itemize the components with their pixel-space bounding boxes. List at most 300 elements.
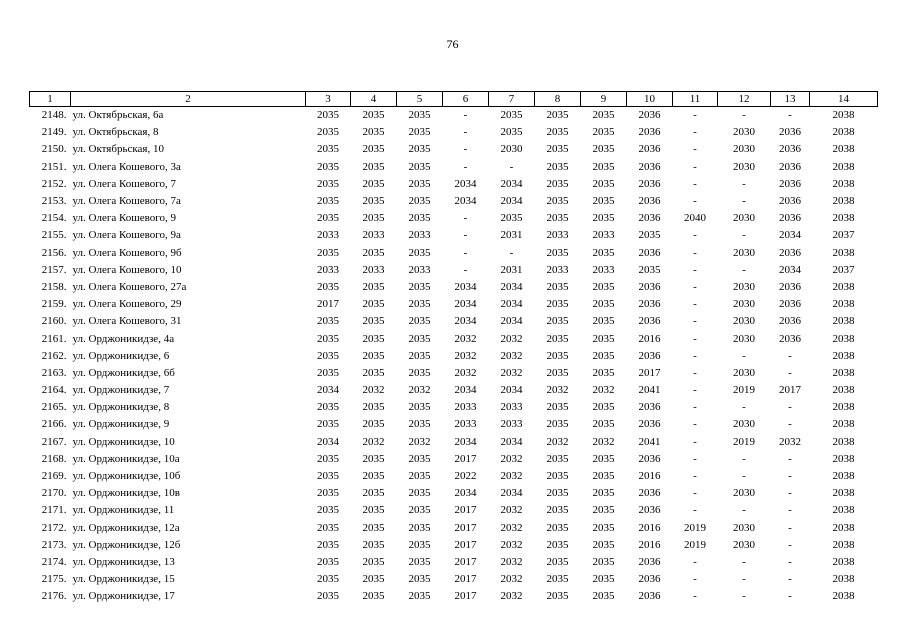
year-cell: 2033 <box>408 229 431 242</box>
year-cell: 2038 <box>832 555 855 568</box>
year-cell: 2035 <box>362 280 385 293</box>
year-cell: 2035 <box>362 349 385 362</box>
year-cell: 2034 <box>779 229 801 242</box>
row-number: 2155. <box>41 229 67 242</box>
year-cell: 2038 <box>832 195 855 208</box>
year-cell: 2035 <box>362 452 385 465</box>
year-cell: - <box>788 418 792 431</box>
table-row <box>30 262 878 279</box>
year-cell: 2036 <box>638 452 661 465</box>
table-row <box>30 382 878 399</box>
year-cell: 2035 <box>317 366 339 379</box>
year-cell: 2040 <box>684 212 706 225</box>
year-cell: 2035 <box>317 590 339 603</box>
year-cell: 2035 <box>592 280 615 293</box>
year-cell: 2035 <box>546 177 569 190</box>
year-cell: 2035 <box>408 487 431 500</box>
year-cell: 2035 <box>408 332 431 345</box>
year-cell: 2032 <box>362 435 385 448</box>
year-cell: 2034 <box>500 315 523 328</box>
year-cell: 2035 <box>592 315 615 328</box>
row-number: 2148. <box>41 109 67 122</box>
column-header: 13 <box>771 92 810 107</box>
year-cell: 2017 <box>454 573 477 586</box>
row-number: 2161. <box>41 332 67 345</box>
year-cell: 2030 <box>733 521 755 534</box>
address-cell: ул. Октябрьская, 8 <box>72 126 159 139</box>
address-cell: ул. Орджоникидзе, 15 <box>72 573 175 586</box>
row-number: 2159. <box>41 298 67 311</box>
table-row <box>30 468 878 485</box>
year-cell: 2036 <box>638 590 661 603</box>
year-cell: - <box>509 246 514 259</box>
table-row <box>30 502 878 519</box>
row-number: 2175. <box>41 573 67 586</box>
year-cell: 2030 <box>733 126 755 139</box>
year-cell: 2034 <box>454 384 477 397</box>
year-cell: 2035 <box>546 246 569 259</box>
year-cell: 2035 <box>408 366 431 379</box>
table-row <box>30 485 878 502</box>
row-number: 2152. <box>41 177 67 190</box>
year-cell: 2030 <box>733 280 755 293</box>
year-cell: 2035 <box>362 195 385 208</box>
table-row <box>30 416 878 433</box>
year-cell: - <box>788 504 792 517</box>
year-cell: 2035 <box>362 573 385 586</box>
row-number: 2170. <box>41 487 67 500</box>
year-cell: 2035 <box>408 470 431 483</box>
table-row <box>30 365 878 382</box>
year-cell: - <box>693 263 697 276</box>
year-cell: 2036 <box>638 212 661 225</box>
year-cell: 2037 <box>832 263 855 276</box>
year-cell: 2036 <box>638 555 661 568</box>
year-cell: 2035 <box>408 212 431 225</box>
year-cell: 2036 <box>638 195 661 208</box>
year-cell: 2035 <box>362 521 385 534</box>
year-cell: 2038 <box>832 160 855 173</box>
year-cell: 2035 <box>592 349 615 362</box>
year-cell: - <box>693 109 697 122</box>
year-cell: 2036 <box>638 280 661 293</box>
year-cell: 2035 <box>317 280 339 293</box>
year-cell: 2038 <box>832 470 855 483</box>
year-cell: 2038 <box>832 435 855 448</box>
year-cell: 2035 <box>546 487 569 500</box>
year-cell: 2032 <box>362 384 385 397</box>
year-cell: 2035 <box>317 487 339 500</box>
year-cell: 2038 <box>832 573 855 586</box>
year-cell: 2032 <box>500 504 523 517</box>
row-number: 2174. <box>41 555 67 568</box>
address-cell: ул. Олега Кошевого, 9б <box>72 246 182 259</box>
year-cell: 2035 <box>362 401 385 414</box>
year-cell: 2035 <box>592 555 615 568</box>
year-cell: 2038 <box>832 487 855 500</box>
row-number: 2154. <box>41 212 67 225</box>
address-cell: ул. Орджоникидзе, 11 <box>72 504 175 517</box>
table-row <box>30 520 878 537</box>
year-cell: 2017 <box>317 298 339 311</box>
year-cell: 2033 <box>546 263 569 276</box>
year-cell: 2035 <box>362 212 385 225</box>
year-cell: - <box>788 401 792 414</box>
year-cell: - <box>463 246 468 259</box>
year-cell: 2035 <box>408 521 431 534</box>
year-cell: - <box>693 229 697 242</box>
year-cell: 2035 <box>362 590 385 603</box>
year-cell: 2032 <box>500 538 523 551</box>
year-cell: 2035 <box>408 418 431 431</box>
year-cell: - <box>693 195 697 208</box>
column-header: 7 <box>489 92 535 107</box>
year-cell: - <box>788 487 792 500</box>
address-cell: ул. Олега Кошевого, 3а <box>72 160 181 173</box>
year-cell: 2035 <box>408 280 431 293</box>
year-cell: 2035 <box>362 126 385 139</box>
table-row <box>30 176 878 193</box>
year-cell: - <box>693 555 697 568</box>
table-row <box>30 537 878 554</box>
year-cell: 2034 <box>454 195 477 208</box>
year-cell: - <box>742 555 746 568</box>
year-cell: 2032 <box>500 555 523 568</box>
year-cell: 2035 <box>408 298 431 311</box>
table-row <box>30 451 878 468</box>
year-cell: - <box>693 504 697 517</box>
table-row <box>30 313 878 330</box>
year-cell: 2035 <box>317 504 339 517</box>
year-cell: 2035 <box>317 470 339 483</box>
year-cell: 2035 <box>317 573 339 586</box>
year-cell: 2038 <box>832 504 855 517</box>
column-header: 14 <box>810 92 878 107</box>
year-cell: - <box>693 418 697 431</box>
year-cell: 2035 <box>592 109 615 122</box>
row-number: 2176. <box>41 590 67 603</box>
year-cell: 2036 <box>779 246 801 259</box>
row-number: 2167. <box>41 435 67 448</box>
year-cell: 2041 <box>638 384 661 397</box>
year-cell: 2032 <box>546 435 569 448</box>
row-number: 2150. <box>41 143 67 156</box>
address-cell: ул. Орджоникидзе, 12а <box>72 521 180 534</box>
year-cell: 2035 <box>592 538 615 551</box>
year-cell: 2034 <box>779 263 801 276</box>
address-cell: ул. Орджоникидзе, 6б <box>72 366 175 379</box>
year-cell: 2035 <box>362 177 385 190</box>
year-cell: - <box>509 160 514 173</box>
year-cell: 2035 <box>362 555 385 568</box>
year-cell: 2022 <box>454 470 477 483</box>
year-cell: 2035 <box>592 504 615 517</box>
year-cell: 2035 <box>592 332 615 345</box>
year-cell: - <box>742 504 746 517</box>
year-cell: 2032 <box>500 470 523 483</box>
year-cell: - <box>693 487 697 500</box>
year-cell: 2038 <box>832 452 855 465</box>
year-cell: 2035 <box>362 332 385 345</box>
year-cell: 2033 <box>408 263 431 276</box>
year-cell: - <box>693 143 697 156</box>
year-cell: - <box>742 573 746 586</box>
year-cell: - <box>742 177 746 190</box>
year-cell: 2032 <box>592 435 615 448</box>
year-cell: 2036 <box>779 212 801 225</box>
table-row <box>30 434 878 451</box>
schedule-table <box>29 91 878 605</box>
year-cell: 2030 <box>733 332 755 345</box>
row-number: 2153. <box>41 195 67 208</box>
year-cell: 2017 <box>454 521 477 534</box>
row-number: 2158. <box>41 280 67 293</box>
address-cell: ул. Октябрьская, 6а <box>72 109 164 122</box>
year-cell: 2019 <box>733 435 755 448</box>
row-number: 2156. <box>41 246 67 259</box>
table-row <box>30 124 878 141</box>
column-header: 2 <box>71 92 306 107</box>
year-cell: 2035 <box>546 573 569 586</box>
address-cell: ул. Орджоникидзе, 10в <box>72 487 180 500</box>
year-cell: 2035 <box>592 418 615 431</box>
year-cell: - <box>742 109 746 122</box>
year-cell: 2034 <box>500 487 523 500</box>
year-cell: 2038 <box>832 401 855 414</box>
year-cell: 2035 <box>592 195 615 208</box>
year-cell: - <box>788 349 792 362</box>
year-cell: 2035 <box>317 160 339 173</box>
year-cell: 2035 <box>362 504 385 517</box>
year-cell: 2034 <box>500 177 523 190</box>
address-cell: ул. Орджоникидзе, 12б <box>72 538 181 551</box>
year-cell: - <box>693 452 697 465</box>
year-cell: 2035 <box>408 590 431 603</box>
year-cell: - <box>693 470 697 483</box>
year-cell: 2036 <box>638 487 661 500</box>
column-header: 11 <box>673 92 718 107</box>
table-row <box>30 348 878 365</box>
year-cell: 2035 <box>408 109 431 122</box>
year-cell: 2035 <box>592 487 615 500</box>
year-cell: 2035 <box>362 246 385 259</box>
year-cell: 2034 <box>500 280 523 293</box>
year-cell: 2035 <box>408 315 431 328</box>
year-cell: 2038 <box>832 590 855 603</box>
year-cell: 2033 <box>592 229 615 242</box>
address-cell: ул. Олега Кошевого, 31 <box>72 315 182 328</box>
address-cell: ул. Орджоникидзе, 10а <box>72 452 180 465</box>
year-cell: - <box>693 160 697 173</box>
year-cell: 2032 <box>500 590 523 603</box>
year-cell: 2036 <box>779 160 801 173</box>
row-number: 2164. <box>41 384 67 397</box>
address-cell: ул. Олега Кошевого, 27а <box>72 280 187 293</box>
year-cell: 2017 <box>454 504 477 517</box>
year-cell: - <box>788 590 792 603</box>
year-cell: 2030 <box>733 246 755 259</box>
year-cell: 2038 <box>832 109 855 122</box>
year-cell: 2017 <box>454 538 477 551</box>
year-cell: 2038 <box>832 366 855 379</box>
row-number: 2173. <box>41 538 67 551</box>
table-row <box>30 245 878 262</box>
year-cell: 2031 <box>500 229 523 242</box>
table-row <box>30 193 878 210</box>
year-cell: 2038 <box>832 384 855 397</box>
address-cell: ул. Орджоникидзе, 7 <box>72 384 170 397</box>
year-cell: 2034 <box>500 298 523 311</box>
year-cell: 2035 <box>546 315 569 328</box>
year-cell: - <box>693 177 697 190</box>
year-cell: - <box>742 195 746 208</box>
year-cell: 2038 <box>832 126 855 139</box>
year-cell: - <box>742 229 746 242</box>
year-cell: - <box>742 470 746 483</box>
year-cell: 2036 <box>638 349 661 362</box>
year-cell: 2033 <box>317 263 339 276</box>
year-cell: - <box>742 590 746 603</box>
address-cell: ул. Орджоникидзе, 9 <box>72 418 170 431</box>
year-cell: 2032 <box>408 435 431 448</box>
year-cell: 2030 <box>733 315 755 328</box>
year-cell: 2032 <box>779 435 801 448</box>
year-cell: 2033 <box>317 229 339 242</box>
year-cell: 2035 <box>546 298 569 311</box>
year-cell: 2035 <box>546 521 569 534</box>
year-cell: 2016 <box>638 521 661 534</box>
row-number: 2151. <box>41 160 67 173</box>
year-cell: 2035 <box>408 573 431 586</box>
table-row <box>30 227 878 244</box>
year-cell: - <box>463 263 468 276</box>
year-cell: - <box>742 263 746 276</box>
year-cell: 2017 <box>454 590 477 603</box>
year-cell: 2016 <box>638 538 661 551</box>
year-cell: - <box>463 143 468 156</box>
year-cell: - <box>463 160 468 173</box>
year-cell: 2035 <box>546 538 569 551</box>
table-row <box>30 210 878 227</box>
year-cell: 2035 <box>546 452 569 465</box>
page-number: 76 <box>446 37 459 51</box>
table-row <box>30 571 878 588</box>
year-cell: 2036 <box>779 280 801 293</box>
year-cell: 2036 <box>638 315 661 328</box>
year-cell: 2036 <box>779 143 801 156</box>
year-cell: 2038 <box>832 521 855 534</box>
address-cell: ул. Орджоникидзе, 17 <box>72 590 175 603</box>
year-cell: 2035 <box>317 418 339 431</box>
year-cell: 2030 <box>733 160 755 173</box>
year-cell: 2035 <box>500 212 523 225</box>
year-cell: 2036 <box>638 177 661 190</box>
column-header: 12 <box>718 92 771 107</box>
year-cell: 2035 <box>592 160 615 173</box>
year-cell: 2035 <box>546 504 569 517</box>
year-cell: 2036 <box>638 143 661 156</box>
year-cell: 2017 <box>454 555 477 568</box>
year-cell: 2037 <box>832 229 855 242</box>
year-cell: 2036 <box>779 315 801 328</box>
year-cell: 2035 <box>546 332 569 345</box>
year-cell: - <box>742 452 746 465</box>
year-cell: 2035 <box>546 418 569 431</box>
year-cell: 2035 <box>408 177 431 190</box>
year-cell: 2030 <box>733 143 755 156</box>
year-cell: 2035 <box>317 538 339 551</box>
year-cell: 2030 <box>733 418 755 431</box>
year-cell: 2035 <box>408 452 431 465</box>
row-number: 2165. <box>41 401 67 414</box>
year-cell: 2032 <box>500 349 523 362</box>
year-cell: 2036 <box>779 195 801 208</box>
year-cell: 2035 <box>592 126 615 139</box>
year-cell: 2038 <box>832 332 855 345</box>
year-cell: 2035 <box>408 160 431 173</box>
year-cell: 2034 <box>500 435 523 448</box>
table-row <box>30 399 878 416</box>
year-cell: 2035 <box>317 177 339 190</box>
year-cell: - <box>693 315 697 328</box>
year-cell: 2038 <box>832 177 855 190</box>
year-cell: 2035 <box>408 246 431 259</box>
year-cell: 2034 <box>500 384 523 397</box>
address-cell: ул. Орджоникидзе, 13 <box>72 555 175 568</box>
year-cell: 2030 <box>733 366 755 379</box>
year-cell: 2033 <box>362 229 385 242</box>
year-cell: 2035 <box>592 298 615 311</box>
year-cell: 2035 <box>592 521 615 534</box>
year-cell: 2038 <box>832 418 855 431</box>
year-cell: 2035 <box>362 298 385 311</box>
year-cell: 2032 <box>592 384 615 397</box>
year-cell: - <box>693 573 697 586</box>
year-cell: - <box>788 555 792 568</box>
year-cell: - <box>463 212 468 225</box>
year-cell: - <box>693 435 697 448</box>
row-number: 2172. <box>41 521 67 534</box>
address-cell: ул. Октябрьская, 10 <box>72 143 164 156</box>
row-number: 2149. <box>41 126 67 139</box>
year-cell: 2031 <box>500 263 523 276</box>
year-cell: 2033 <box>454 418 477 431</box>
year-cell: 2035 <box>638 263 661 276</box>
year-cell: - <box>693 280 697 293</box>
address-cell: ул. Олега Кошевого, 7а <box>72 195 181 208</box>
year-cell: - <box>693 401 697 414</box>
year-cell: 2035 <box>592 246 615 259</box>
year-cell: 2038 <box>832 298 855 311</box>
year-cell: 2035 <box>362 160 385 173</box>
year-cell: 2035 <box>317 195 339 208</box>
year-cell: 2036 <box>638 126 661 139</box>
column-header: 1 <box>30 92 71 107</box>
year-cell: 2035 <box>592 452 615 465</box>
year-cell: 2036 <box>779 332 801 345</box>
year-cell: 2036 <box>638 160 661 173</box>
table-row <box>30 141 878 158</box>
year-cell: 2036 <box>638 418 661 431</box>
year-cell: 2034 <box>454 487 477 500</box>
year-cell: 2033 <box>362 263 385 276</box>
year-cell: 2017 <box>454 452 477 465</box>
year-cell: 2016 <box>638 470 661 483</box>
year-cell: 2035 <box>362 143 385 156</box>
year-cell: 2038 <box>832 143 855 156</box>
year-cell: - <box>788 366 792 379</box>
year-cell: 2041 <box>638 435 661 448</box>
